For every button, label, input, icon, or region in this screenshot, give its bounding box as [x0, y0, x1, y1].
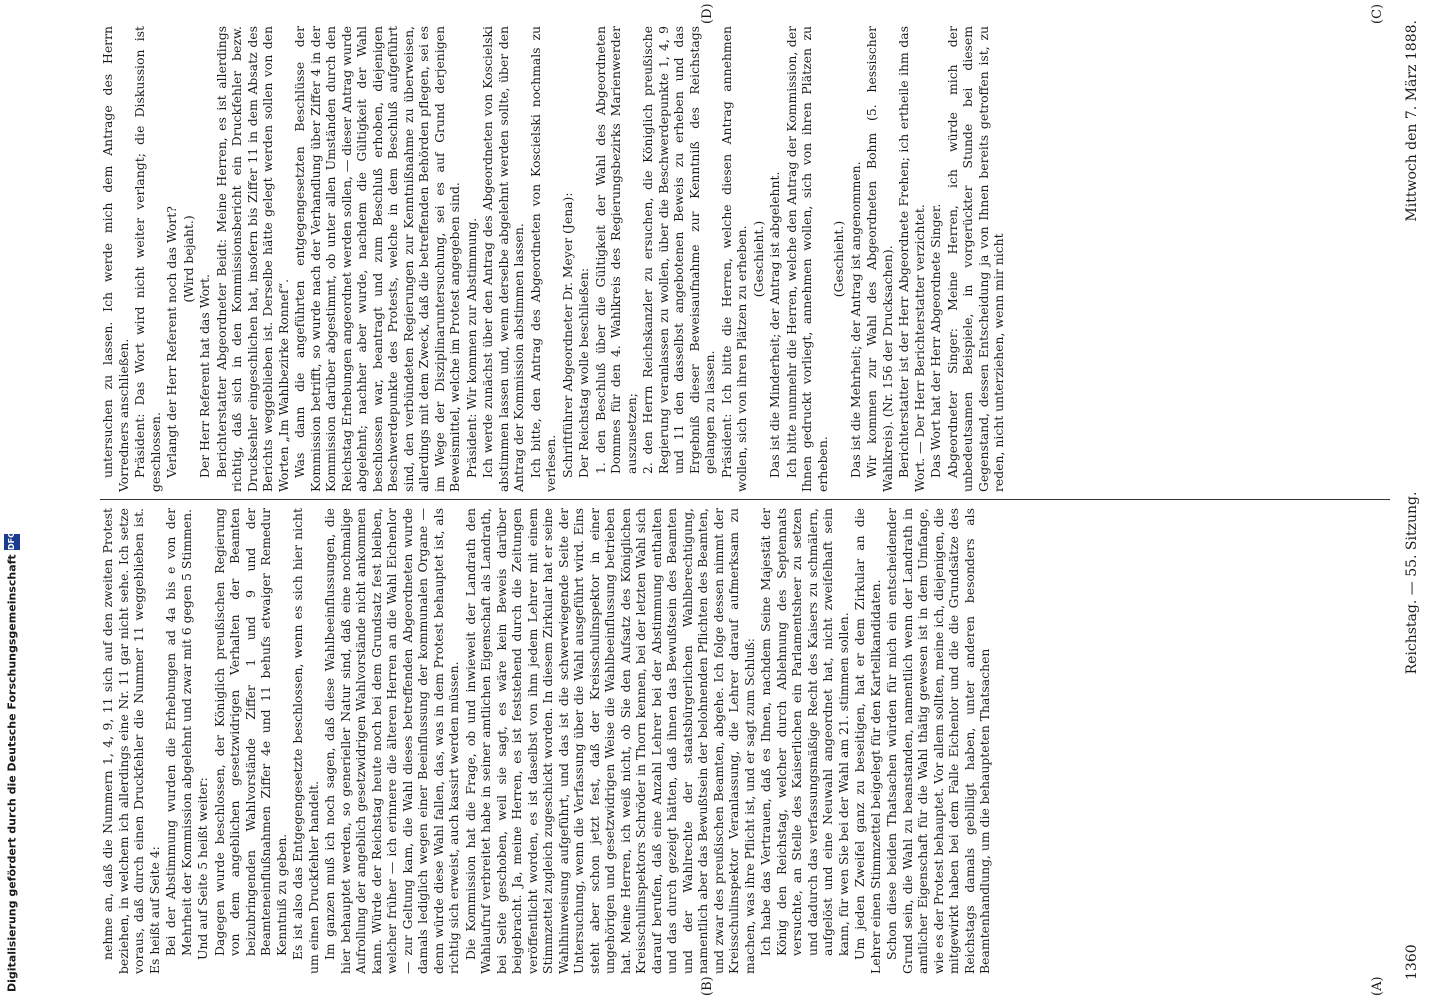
quote-paragraph: Dagegen wurde beschlossen, der Königlich preußischen Regierung von dem angeblichen gesetzwidrigen Verhalten der Beamten beizubringenden Wahlvorstände Ziffer 1 und 9 und der Beamteneinflußnahmen Ziffer 4e und 11 behufs etwaiger Remedur Kenntniß zu geben.: [211, 508, 289, 956]
paragraph: Berichterstatter Abgeordneter Beidt: Meine Herren, es ist allerdings richtig, daß sich in den Kommissionsbericht ein Druckfehler bezw. Drucksehler eingeschlichen hat, insofern bis Ziffer 11 in dem Absatz des Berichts weggeblieben ist. Derselbe hätte gelegt werden sollen von den Worten „Im Wahlbezirke Ronnef“.: [213, 26, 291, 492]
paragraph: Ich bitte, den Antrag des Abgeordneten von Koscielski nochmals zu verlesen.: [527, 26, 558, 492]
paragraph: Wir kommen zur Wahl des Abgeordneten Bohm (5. hessischer Wahlkreis). (Nr. 156 der Drucksachen).: [864, 26, 895, 492]
paragraph: untersuchen zu lassen. Ich werde mich dem Antrage des Herrn Vorredners anschließen.: [100, 26, 131, 492]
paragraph: Das Wort hat der Herr Abgeordnete Singer.: [928, 203, 943, 478]
margin-marker-d: (D): [700, 3, 715, 24]
quote-paragraph: Ich habe das Vertrauen, daß es Ihnen, nachdem Seine Majestät der König den Reichstag, welcher durch Ablehnung des Septennats versuchte, an Stelle des Kaiserlichen ein Parlamentsheer zu setzen und dadurch das verfassungsmäßige Recht des Kaisers zu schmälern, aufgelöst und eine Neuwahl angeordnet hat, nicht zweifelhaft sein kann, für wen Sie bei der Wahl am 21. stimmen sollen.: [758, 508, 851, 956]
paragraph: Und auf Seite 5 heißt weiter:: [195, 777, 210, 960]
column-divider: [100, 499, 1390, 500]
paragraph: Schriftführer Abgeordneter Dr. Meyer (Jena):: [559, 192, 575, 478]
paragraph: Es ist also das Entgegengesetzte beschlossen, wenn es sich hier nicht um einen Druckfehler handelt.: [290, 508, 321, 974]
paragraph: Verlangt der Herr Referent noch das Wort?: [164, 206, 179, 478]
margin-marker-b: (B): [700, 976, 715, 996]
quote-paragraph: Bei der Abstimmung wurden die Erhebungen ad 4a bis e von der Mehrheit der Kommission abgelehnt und zwar mit 6 gegen 5 Stimmen.: [163, 508, 194, 956]
stage-direction: (Geschieht.): [750, 220, 766, 298]
motion-item: 1. den Beschluß über die Gültigkeit der Wahl des Abgeordneten Dommes für den 4. Wahlkreis des Regierungsbezirks Marienwerder auszusetzen;: [592, 26, 639, 474]
paragraph: Präsident: Ich bitte die Herren, welche diesen Antrag annehmen wollen, sich von ihren Plätzen zu erheben.: [718, 26, 749, 492]
paragraph: Präsident: Das Wort wird nicht weiter verlangt; die Diskussion ist geschlossen.: [132, 26, 163, 492]
paragraph: Ich werde zunächst über den Antrag des Abgeordneten von Koscielski abstimmen lassen und, wenn derselbe abgelehnt werden sollte, über den Antrag der Kommission abstimmen lassen.: [480, 26, 526, 492]
text-column-left: [100, 508, 1390, 974]
paragraph: Die Kommission hat die Frage, ob und inwieweit der Landrath den Wahlaufruf verbreitet habe in seiner amtlichen Eigenschaft als Landrath, bei Seite geschoben, weil sie sagt, es wäre kein Beweis darüber beigebracht. Ja, meine Herren, es ist feststehend durch die Zeitungen veröffentlicht worden, es ist daselbst von ihm jedem Lehrer mit einem Stimmzettel zugleich zugeschickt worden. In diesem Zirkular hat er seine Wahlhinweisung aufgeführt, und das ist die schwerwiegende Seite der Untersuchung, wenn die Verfassung über die Wahl ausgeführt wird. Eins steht aber schon jetzt fest, daß der Kreisschulinspektor in einer ungehörigen und gesetzwidrigen Weise die Wahlbeeinflussung betrieben hat. Meine Herren, ich weiß nicht, ob Sie den Aufsatz des Königlichen Kreisschulinspektors Schröder in Thorn kennen, bei der letzten Wahl sich darauf berufen, daß eine Anzahl Lehrer bei der Abstimmung enthalten und das durch gezeigt hätten, daß ihnen das Bewußtsein des Beamten und der Wahlrechte der staatsbürgerlichen Wahlberechtigung, namentlich aber das Bewußtsein der belohnenden Pflichten des Beamten, und zwar des preußischen Beamten, abgehe. Ich folge dessen nimmt der Kreisschulinspektor Veranlassung, die Lehrer darauf aufmerksam zu machen, was ihre Pflicht ist, und er sagt zum Schluß:: [462, 508, 757, 974]
margin-marker-a: (A): [1370, 976, 1385, 996]
stage-direction: (Wird bejaht.): [180, 215, 196, 303]
paragraph: Was dann die angeführten entgegengesetzten Beschlüsse der Kommission betrifft, so wurde nach der Verhandlung über Ziffer 4 in der Kommission darüber abgestimmt, ob unter allen Umständen durch den Reichstag Erhebungen angeordnet werden sollen, — dieser Antrag wurde abgelehnt; nachher aber wurde, nachdem die Gültigkeit der Wahl beschlossen war, beantragt und zum Beschluß erhoben, diejenigen Beschwerdepunkte des Protests, welche in dem Beschluß aufgeführt sind, den verbündeten Regierungen zur Kenntnißnahme zu überweisen, allerdings mit dem Zweck, daß die betreffenden Behörden pflegen, sei es im Wege der Disziplinaruntersuchung, sei es auf Grund derjenigen Beweismittel, welche im Protest angegeben sind.: [292, 26, 462, 492]
text-column-right: [100, 26, 1390, 492]
paragraph: Präsident: Wir kommen zur Abstimmung.: [463, 217, 479, 478]
paragraph: Das ist die Mehrheit; der Antrag ist angenommen.: [847, 161, 863, 478]
paragraph: Der Herr Referent hat das Wort.: [197, 274, 212, 478]
paragraph: Um jeden Zweifel ganz zu beseitigen, hat er dem Zirkular an die Lehrer einen Stimmzettel beigelegt für den Kartellkandidaten.: [852, 508, 883, 974]
paragraph: nehme an, daß die Nummern 1, 4, 9, 11 sich auf den zweiten Protest beziehen, in welchem ich allerdings eine Nr. 11 gar nicht sehe. Ich setze voraus, daß durch einen Druckfehler die Nummer 11 weggeblieben ist. Es heißt auf Seite 4:: [100, 508, 162, 974]
motion-item: 2. den Herrn Reichskanzler zu ersuchen, die Königlich preußische Regierung veranlassen zu wollen, über die Beschwerdepunkte 1, 4, 9 und 11 den dasselbst angebotenen Beweis zu erheben und das Ergebniß dieser Beweisaufnahme zur Kenntniß des Reichstags gelangen zu lassen.: [640, 26, 717, 474]
paragraph: Ich bitte nunmehr die Herren, welche den Antrag der Kommission, der Ihnen gedruckt vorliegt, annehmen wollen, sich von ihren Plätzen zu erheben.: [783, 26, 830, 492]
paragraph: Abgeordneter Singer: Meine Herren, ich würde mich der unbedeutsamen Beispiele, in vorgerückter Stunde bei diesem Gegenstand, dessen Entscheidung ja von Ihnen bereits getroffen ist, zu reden, nicht unterziehen, wenn mir nicht: [944, 26, 1006, 492]
header-date: Mittwoch den 7. März 1888.: [1404, 20, 1420, 222]
stage-direction: (Geschieht.): [831, 220, 846, 298]
paragraph: Schon diese beiden Thatsachen würden für mich ein entscheidender Grund sein, die Wahl zu beanstanden, namentlich wenn der Landrath in amtlicher Eigenschaft für die Wahl thätig gewesen ist in dem Umfange, wie es der Protest behauptet. Vor allem sollten, meine ich, diejenigen, die mitgewirkt haben bei dem Falle Eichenlor und die die Grundsätze des Reichstags damals gebilligt haben, unter anderen besonders als Beamtenhandlung, um die behaupteten Thatsachen: [884, 508, 992, 974]
margin-marker-c: (C): [1370, 3, 1385, 24]
paragraph: Der Reichstag wolle beschließen:: [576, 267, 591, 478]
header-title: Reichstag. — 55. Sitzung.: [1404, 491, 1420, 675]
running-header: [1400, 20, 1424, 980]
footer-credit-text: Digitalisierung gefördert durch die Deutsche Forschungsgemeinschaft: [5, 554, 19, 992]
paragraph: Das ist die Minderheit; der Antrag ist abgelehnt.: [767, 171, 782, 478]
dfg-logo-icon: DFG: [4, 534, 20, 550]
paragraph: Im ganzen muß ich noch sagen, daß diese Wahlbeeinflussungen, die hier behauptet werden, so generieller Natur sind, daß eine nochmalige Aufrollung der angeblich gesetzwidrigen Wahlvorstände nicht ankommen kann. Würde der Reichstag heute noch bei dem Grundsatz fest bleiben, welcher früher — ich erinnere die älteren Herren an die Wahl Eichenlor — zur Geltung kam, die Wahl dieses betreffenden Abgeordneten wurde damals lediglich wegen einer Beeinflussung der kommunalen Organe — denn würde diese Wahl fallen, das, was in dem Protest behauptet ist, als richtig sich erweist, auch kassirt werden müssen.: [322, 508, 461, 974]
page-number: 1360: [1404, 944, 1420, 980]
paragraph: Berichterstatter ist der Herr Abgeordnete Frehen; ich ertheile ihm das Wort. — Der Herr Berichterstatter verzichtet.: [896, 26, 927, 492]
